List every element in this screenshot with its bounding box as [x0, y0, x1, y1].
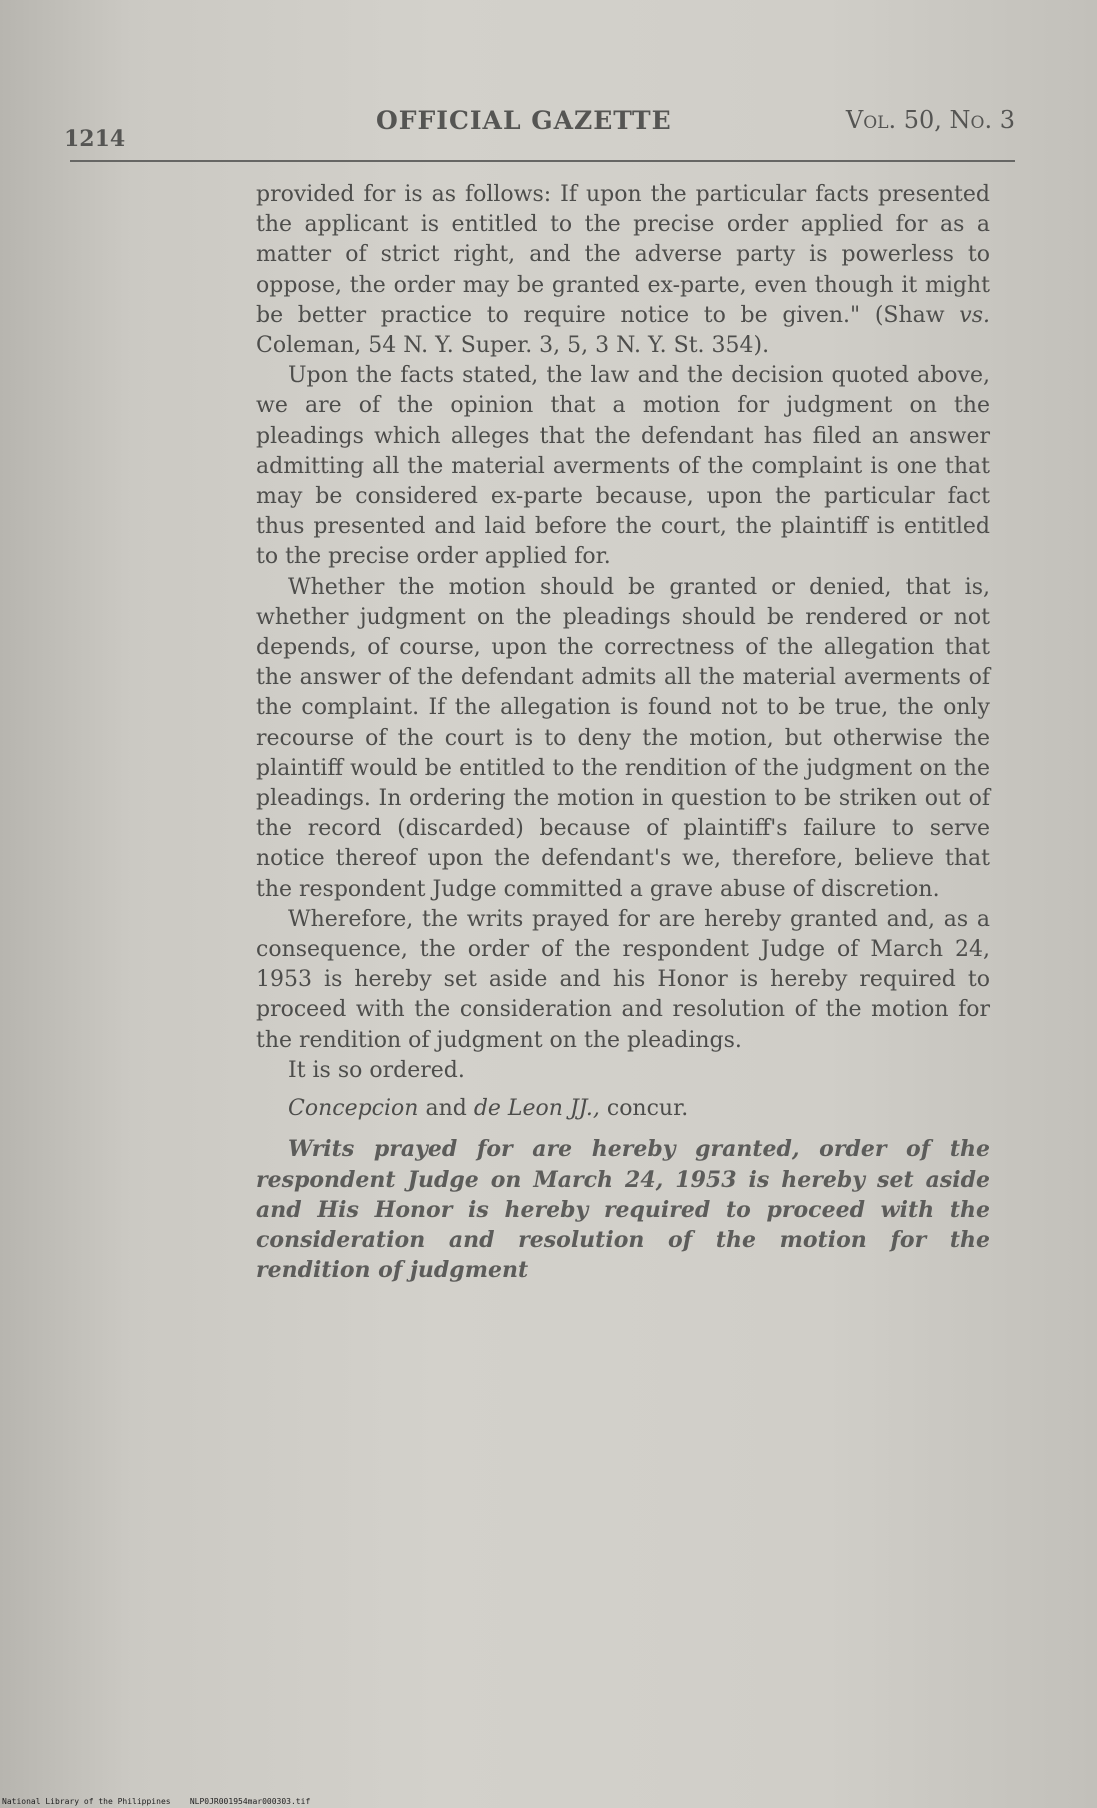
concurring-justice-1: Concepcion	[288, 1096, 419, 1122]
paragraph-1	[256, 180, 990, 361]
paragraph-3: Whether the motion should be granted or denied, that is, whether judgment on the pleadings should be rendered or not depends, of course, upon the correctness of the allegation that the answer of the defendant admits all the material averments of the complaint. If the allegation is found not to be true, the only recourse of the court is to deny the motion, but otherwise the plaintiff would be entitled to the rendition of the judgment on the pleadings. In ordering the motion in question to be striken out of the record (discarded) because of plaintiff's failure to serve notice thereof upon the defendant's we, therefore, believe that the respondent Judge committed a grave abuse of discretion.	[256, 574, 990, 902]
decision-text	[256, 180, 990, 1285]
scan-filename: NLP0JR001954mar000303.tif	[189, 1797, 311, 1806]
concurrence	[256, 1094, 990, 1124]
scan-credit	[2, 1797, 310, 1806]
paragraph-1-text: provided for is as follows: If upon the particular facts presented the applicant is entitled to the precise order applied for as a matter of strict right, and the adverse party is powerless to oppose, the order may be granted ex-parte, even though it might be better practice to require notice to be given." (Shaw	[256, 182, 990, 328]
paragraph-1-citation: Coleman, 54 N. Y. Super. 3, 5, 3 N. Y. St. 354).	[256, 333, 770, 359]
paragraph-4: Wherefore, the writs prayed for are hereby granted and, as a consequence, the order of the respondent Judge of March 24, 1953 is hereby set aside and his Honor is hereby required to proceed with the consideration and resolution of the motion for the rendition of judgment on the pleadings.	[256, 906, 990, 1053]
header-rule	[70, 160, 1015, 162]
concurring-justice-2: de Leon JJ.,	[473, 1096, 600, 1122]
page-number: 1214	[64, 126, 126, 152]
library-credit: National Library of the Philippines	[2, 1797, 171, 1806]
versus-abbreviation: vs.	[959, 302, 990, 328]
concurrence-and: and	[418, 1096, 474, 1122]
paragraph-5: It is so ordered.	[288, 1057, 465, 1083]
journal-title: OFFICIAL GAZETTE	[376, 106, 672, 135]
syllabus-summary: Writs prayed for are hereby granted, order of the respondent Judge on March 24, 1953 is hereby set aside and His Honor is hereby required to proceed with the consideration and resolution of the motion for the rendition of judgment	[256, 1136, 990, 1284]
volume-number: Vol. 50, No. 3	[845, 106, 1015, 134]
paragraph-2: Upon the facts stated, the law and the decision quoted above, we are of the opinion that a motion for judgment on the pleadings which alleges that the defendant has filed an answer admitting all the material averments of the complaint is one that may be considered ex-parte because, upon the particular fact thus presented and laid before the court, the plaintiff is entitled to the precise order applied for.	[256, 363, 990, 570]
page-header	[64, 100, 1015, 160]
concurrence-text: concur.	[599, 1096, 689, 1122]
